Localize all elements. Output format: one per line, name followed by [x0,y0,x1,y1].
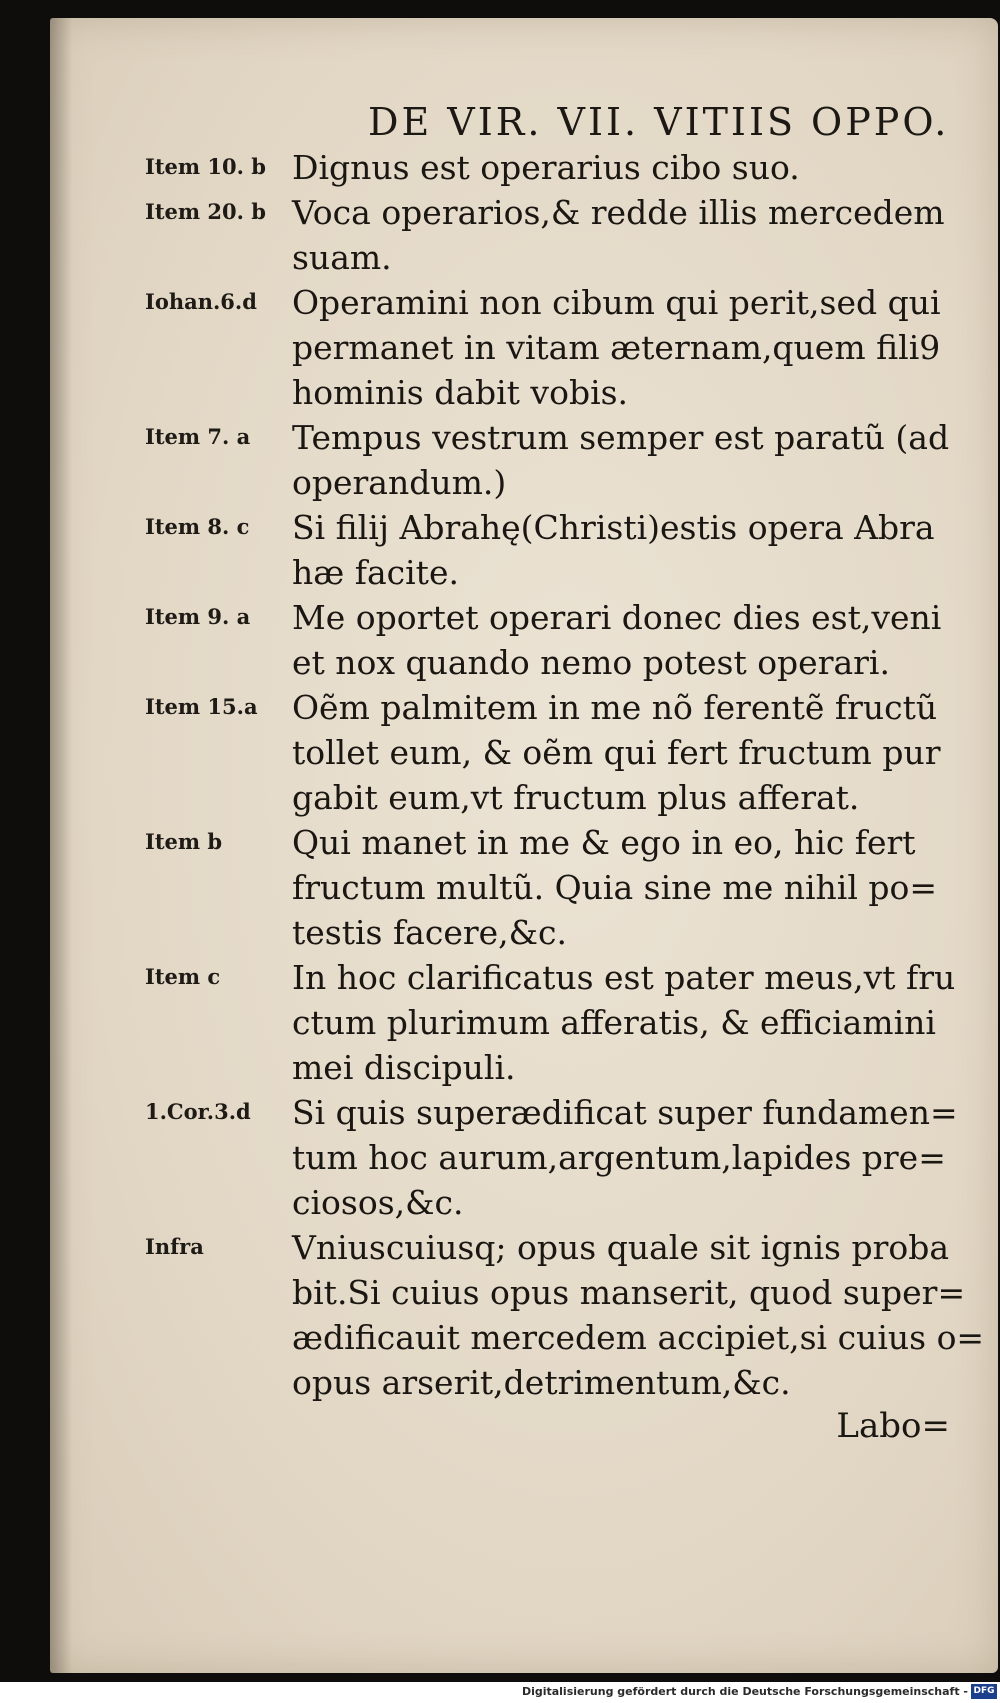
page-gutter-shadow [50,18,72,1673]
dfg-logo: DFG [971,1684,997,1699]
funding-notice: Digitalisierung gefördert durch die Deutsche Forschungsgemeinschaft - [521,1685,968,1698]
digitization-footer [0,1682,1000,1703]
entry-text [292,685,992,820]
text-line: testis facere,&c. [292,913,568,952]
text-line: ciosos,&c. [292,1183,464,1222]
text-line: bit.Si cuius opus manserit, quod super= [292,1273,966,1312]
text-line: et nox quando nemo potest operari. [292,643,890,682]
book-page [50,18,998,1673]
entry-text [292,145,992,190]
text-line: mei discipuli. [292,1048,516,1087]
text-line: ædificauit mercedem accipiet,si cuius o= [292,1318,985,1357]
marginal-reference: Item b [145,829,223,854]
marginal-reference: Item 15.a [145,694,258,719]
running-head: DE VIR. VII. VITIIS OPPO. [368,100,950,144]
entry-text [292,505,992,595]
text-line: operandum.) [292,463,507,502]
text-line: Si quis superædificat super fundamen= [292,1093,958,1132]
text-line: Operamini non cibum qui perit,sed qui [292,283,941,322]
marginal-reference: Infra [145,1234,204,1259]
entry-text [292,595,992,685]
text-line: Tempus vestrum semper est paratũ (ad [292,418,950,457]
text-line: Si filij Abrahę(Christi)estis opera Abra [292,508,935,547]
marginal-reference: Item 8. c [145,514,250,539]
entry-text [292,280,992,415]
text-line: Oẽm palmitem in me nõ ferentẽ fructũ [292,688,938,727]
marginal-reference: Item 7. a [145,424,251,449]
marginal-reference: Iohan.6.d [145,289,257,314]
text-line: Voca operarios,& redde illis mercedem [292,193,945,232]
text-line: In hoc clarificatus est pater meus,vt fru [292,958,956,997]
text-line: permanet in vitam æternam,quem fili9 [292,328,941,367]
text-line: ctum plurimum afferatis, & efficiamini [292,1003,936,1042]
text-line: Dignus est operarius cibo suo. [292,148,800,187]
text-line: tollet eum, & oẽm qui fert fructum pur [292,733,941,772]
entry-text [292,415,992,505]
entry-text [292,190,992,280]
text-line: fructum multũ. Quia sine me nihil po= [292,868,938,907]
marginal-reference: Item 9. a [145,604,251,629]
entry-text [292,820,992,955]
text-line: opus arserit,detrimentum,&c. [292,1363,791,1402]
marginal-reference: Item 10. b [145,154,266,179]
text-line: tum hoc aurum,argentum,lapides pre= [292,1138,946,1177]
text-line: Me oportet operari donec dies est,veni [292,598,942,637]
catchword: Labo= [836,1406,950,1446]
marginal-reference: Item c [145,964,221,989]
text-line: suam. [292,238,392,277]
marginal-reference: 1.Cor.3.d [145,1099,251,1124]
text-line: Qui manet in me & ego in eo, hic fert [292,823,916,862]
entry-text [292,1090,992,1225]
text-line: Vniuscuiusq; opus quale sit ignis proba [292,1228,950,1267]
text-line: hæ facite. [292,553,459,592]
marginal-reference: Item 20. b [145,199,266,224]
text-line: hominis dabit vobis. [292,373,629,412]
entry-text [292,1225,992,1405]
text-line: gabit eum,vt fructum plus afferat. [292,778,860,817]
entry-text [292,955,992,1090]
